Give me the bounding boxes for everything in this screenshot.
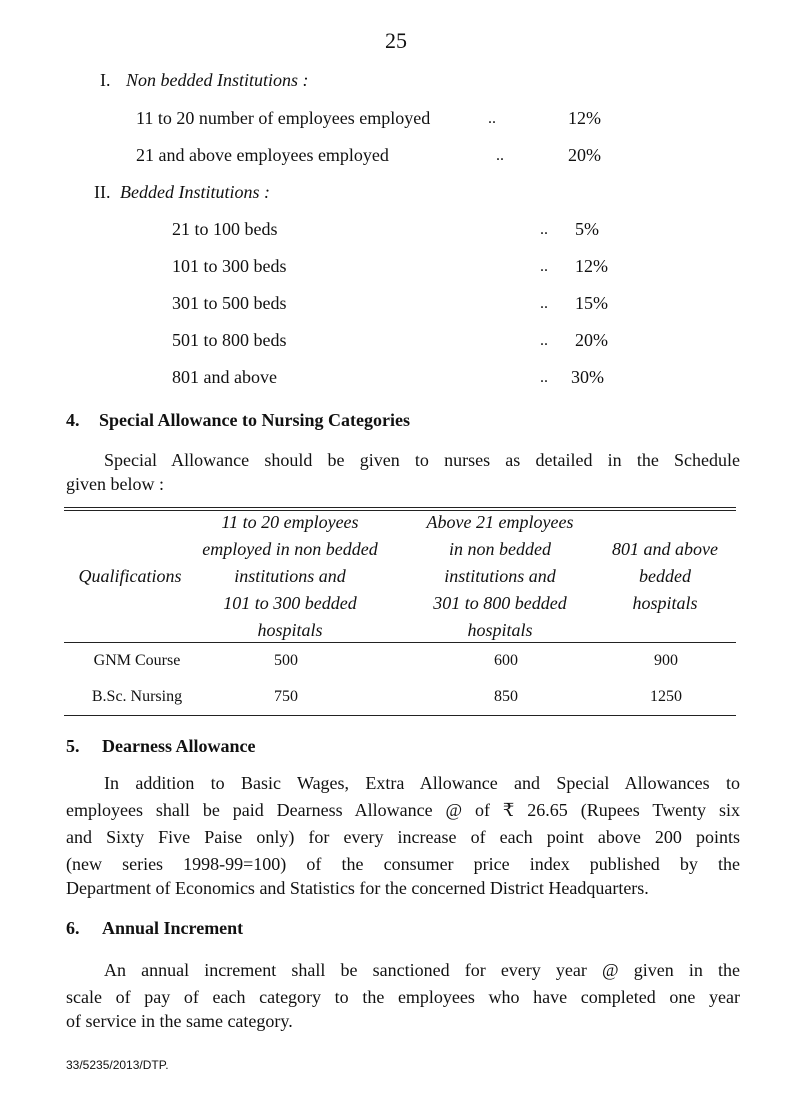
section-5-number: 5. [66, 736, 80, 756]
header-line: bedded [639, 566, 691, 586]
section-6-line-last: of service in the same category. [66, 1011, 293, 1031]
section-i-label: I. [100, 70, 111, 90]
table-bottom-rule [64, 715, 736, 716]
table-header-col-1 [180, 509, 400, 644]
list-item-text: 301 to 500 beds [172, 293, 287, 313]
header-line: Qualifications [78, 566, 182, 586]
list-item-text: 101 to 300 beds [172, 256, 287, 276]
leader-dots: .. [496, 147, 504, 164]
header-line: 301 to 800 bedded [433, 593, 567, 613]
section-6-heading: Annual Increment [102, 918, 244, 938]
table-cell: 750 [274, 688, 298, 705]
table-header-col-2 [400, 509, 600, 644]
header-line: institutions and [234, 566, 346, 586]
section-4-heading: Special Allowance to Nursing Categories [99, 410, 410, 430]
table-header-col-3 [590, 536, 740, 617]
section-5-line-last: Department of Economics and Statistics for the concerned District Headquarters. [66, 878, 649, 898]
list-item-text: 21 to 100 beds [172, 219, 278, 239]
table-cell: 500 [274, 652, 298, 669]
section-5-heading: Dearness Allowance [102, 736, 256, 756]
percentage-value: 12% [575, 256, 608, 276]
header-line: institutions and [444, 566, 556, 586]
percentage-value: 15% [575, 293, 608, 313]
paragraph-text: and Sixty Five Paise only) for every increase of each point above 200 points [66, 827, 740, 847]
header-line: 11 to 20 employees [221, 512, 359, 532]
percentage-value: 20% [575, 330, 608, 350]
table-cell: 1250 [650, 688, 682, 705]
percentage-value: 20% [568, 145, 601, 165]
table-top-rule [64, 507, 736, 508]
section-6-number: 6. [66, 918, 80, 938]
header-line: Above 21 employees [426, 512, 574, 532]
paragraph-text: An annual increment shall be sanctioned for every year @ given in the [104, 960, 740, 980]
percentage-value: 30% [571, 367, 604, 387]
leader-dots: .. [540, 332, 548, 349]
list-item-text: 501 to 800 beds [172, 330, 287, 350]
header-line: hospitals [257, 620, 323, 640]
section-4-intro-line-2: given below : [66, 474, 164, 494]
header-line: employed in non bedded [202, 539, 378, 559]
header-line: 801 and above [612, 539, 718, 559]
leader-dots: .. [540, 221, 548, 238]
section-i-title: Non bedded Institutions : [126, 70, 309, 90]
list-item-text: 801 and above [172, 367, 277, 387]
footer-code: 33/5235/2013/DTP. [66, 1058, 169, 1072]
leader-dots: .. [540, 258, 548, 275]
table-cell: 900 [654, 652, 678, 669]
paragraph-text: In addition to Basic Wages, Extra Allowance and Special Allowances to [104, 773, 740, 793]
section-ii-label: II. [94, 182, 111, 202]
paragraph-text: employees shall be paid Dearness Allowance @ of ₹ 26.65 (Rupees Twenty six [66, 800, 740, 820]
leader-dots: .. [540, 369, 548, 386]
table-cell: 600 [494, 652, 518, 669]
leader-dots: .. [488, 110, 496, 127]
page-number: 25 [385, 28, 407, 53]
table-cell-qualification: GNM Course [93, 652, 181, 669]
table-header-rule [64, 642, 736, 643]
percentage-value: 5% [575, 219, 599, 239]
header-line: hospitals [467, 620, 533, 640]
intro-text: Special Allowance should be given to nurses as detailed in the Schedule [104, 450, 740, 470]
leader-dots: .. [540, 295, 548, 312]
paragraph-text: scale of pay of each category to the employees who have completed one year [66, 987, 740, 1007]
section-4-intro-line-1 [66, 447, 740, 501]
section-ii-title: Bedded Institutions : [120, 182, 270, 202]
list-item-text: 21 and above employees employed [136, 145, 389, 165]
percentage-value: 12% [568, 108, 601, 128]
section-4-number: 4. [66, 410, 80, 430]
header-line: in non bedded [449, 539, 551, 559]
list-item-text: 11 to 20 number of employees employed [136, 108, 431, 128]
table-header-qualifications [66, 563, 194, 590]
header-line: 101 to 300 bedded [223, 593, 357, 613]
table-cell: 850 [494, 688, 518, 705]
paragraph-text: (new series 1998-99=100) of the consumer price index published by the [66, 854, 740, 874]
header-line: hospitals [632, 593, 698, 613]
table-cell-qualification: B.Sc. Nursing [91, 688, 183, 705]
